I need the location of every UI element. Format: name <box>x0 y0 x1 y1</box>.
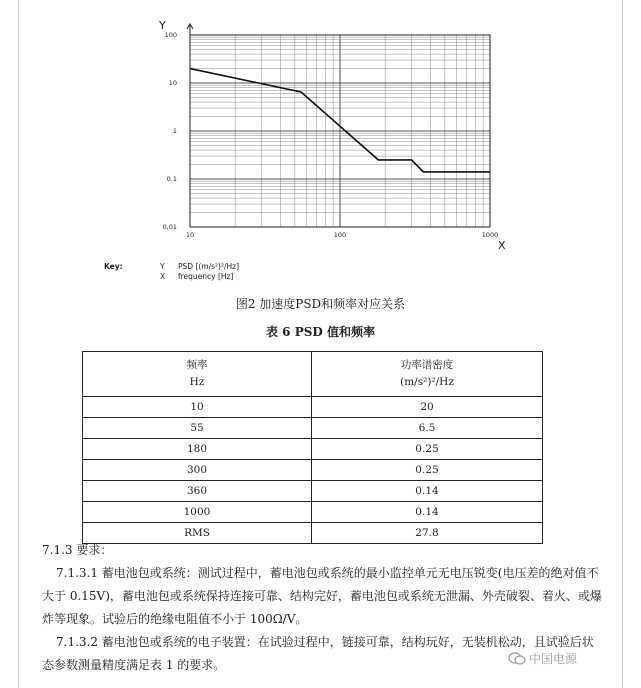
key-title: Key: <box>104 262 123 271</box>
y-tick-label: 1 <box>172 127 177 135</box>
key-row-x <box>160 272 233 281</box>
key-text-x: frequency [Hz] <box>178 272 234 281</box>
header-psd-unit: (m/s²)²/Hz <box>400 376 454 388</box>
header-psd <box>312 352 543 397</box>
table-row <box>83 418 543 439</box>
paragraph-battery-pack: 7.1.3.1 蓄电池包或系统：测试过程中，蓄电池包或系统的最小监控单元无电压锐变(电压差的绝对值不大于 0.15V)，蓄电池包或系统保持连接可靠、结构完好，蓄电池包或系统无泄漏、外壳破裂、着火、或爆炸等现象。试验后的绝缘电阻值不小于 100Ω/V。 <box>42 566 602 626</box>
y-tick-label: 0.1 <box>166 175 177 183</box>
cell-psd: 0.25 <box>312 439 543 460</box>
cell-psd: 0.14 <box>312 481 543 502</box>
x-axis-label: X <box>498 239 506 252</box>
section-heading-requirements: 7.1.3 要求： <box>42 543 113 557</box>
x-tick-label: 100 <box>333 231 347 239</box>
header-psd-label: 功率谱密度 <box>400 359 454 371</box>
header-frequency-label: 频率 <box>186 359 208 371</box>
header-frequency <box>83 352 312 397</box>
y-tick-label: 100 <box>164 31 177 39</box>
header-frequency-unit: Hz <box>189 376 205 388</box>
y-tick-label: 0,01 <box>162 223 177 231</box>
cell-frequency: 180 <box>83 439 312 460</box>
cell-frequency: 360 <box>83 481 312 502</box>
table-row <box>83 481 543 502</box>
paragraph-electronic-device: 7.1.3.2 蓄电池包或系统的电子装置：在试验过程中，链接可靠，结构玩好，无装机松动，且试验后状态参数测量精度满足表 1 的要求。 <box>42 635 594 672</box>
watermark-text: 中国电源 <box>529 652 578 666</box>
cell-psd: 0.25 <box>312 460 543 481</box>
cell-frequency: 300 <box>83 460 312 481</box>
table-header-row <box>83 352 543 397</box>
table-row <box>83 397 543 418</box>
figure-caption: 图2 加速度PSD和频率对应关系 <box>235 297 406 311</box>
y-axis-label: Y <box>159 19 166 32</box>
table-row <box>83 502 543 523</box>
cell-frequency: 10 <box>83 397 312 418</box>
key-symbol-y: Y <box>160 262 165 271</box>
table-row <box>83 439 543 460</box>
key-row-y <box>160 262 239 271</box>
wechat-watermark <box>508 650 577 667</box>
cell-frequency: 55 <box>83 418 312 439</box>
key-symbol-x: X <box>160 272 166 281</box>
cell-frequency: 1000 <box>83 502 312 523</box>
psd-table <box>82 351 543 544</box>
wechat-icon <box>508 652 526 665</box>
cell-psd: 0.14 <box>312 502 543 523</box>
left-border-line <box>18 0 19 688</box>
cell-psd: 27.8 <box>312 523 543 544</box>
psd-frequency-chart <box>150 10 510 260</box>
key-text-y: PSD [(m/s²)²/Hz] <box>178 262 240 271</box>
cell-psd: 6.5 <box>312 418 543 439</box>
cell-psd: 20 <box>312 397 543 418</box>
table-row <box>83 460 543 481</box>
x-tick-label: 10 <box>185 231 195 239</box>
table-title: 表 6 PSD 值和频率 <box>266 325 375 339</box>
x-tick-label: 1000 <box>481 231 499 239</box>
right-border-line <box>622 0 623 688</box>
cell-frequency: RMS <box>83 523 312 544</box>
y-tick-label: 10 <box>168 79 177 87</box>
